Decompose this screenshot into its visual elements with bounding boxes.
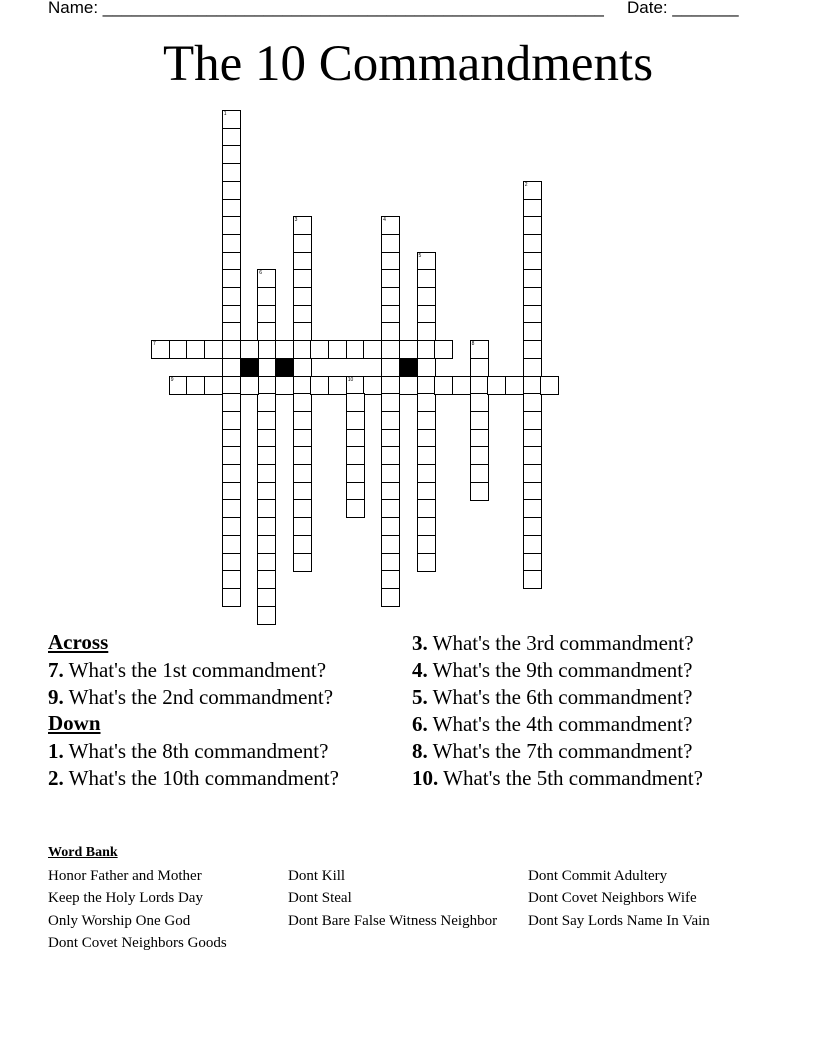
clue-down-6: 6. What's the 4th commandment?: [412, 711, 693, 736]
grid-cell[interactable]: [222, 269, 241, 288]
clue-number: 1: [223, 111, 227, 117]
grid-cell[interactable]: [417, 464, 436, 483]
grid-cell[interactable]: [222, 128, 241, 147]
grid-cell[interactable]: [222, 464, 241, 483]
grid-cell[interactable]: [523, 429, 542, 448]
grid-cell[interactable]: [240, 376, 259, 395]
grid-cell[interactable]: [381, 446, 400, 465]
grid-cell[interactable]: [417, 376, 436, 395]
grid-cell[interactable]: [222, 163, 241, 182]
grid-cell[interactable]: [293, 499, 312, 518]
grid-cell[interactable]: [381, 216, 400, 235]
grid-cell[interactable]: [293, 482, 312, 501]
grid-cell[interactable]: [434, 340, 453, 359]
blocked-cell: [275, 358, 294, 377]
grid-cell[interactable]: [381, 376, 400, 395]
grid-cell[interactable]: [346, 393, 365, 412]
grid-cell[interactable]: [222, 499, 241, 518]
clue-down-5: 5. What's the 6th commandment?: [412, 684, 693, 709]
grid-cell[interactable]: [240, 340, 259, 359]
grid-cell[interactable]: [222, 199, 241, 218]
clue-down-1: 1. What's the 8th commandment?: [48, 738, 329, 763]
clue-number: 6: [259, 270, 262, 277]
grid-cell[interactable]: [470, 340, 489, 359]
grid-cell[interactable]: [257, 358, 276, 377]
name-field[interactable]: Name: _____________________________________________________: [48, 0, 604, 17]
grid-cell[interactable]: [222, 429, 241, 448]
grid-cell[interactable]: [293, 376, 312, 395]
grid-cell[interactable]: [381, 287, 400, 306]
word-bank-item: Dont Say Lords Name In Vain: [528, 913, 710, 929]
grid-cell[interactable]: [470, 464, 489, 483]
grid-cell[interactable]: [186, 376, 205, 395]
grid-cell[interactable]: [222, 234, 241, 253]
grid-cell[interactable]: [470, 393, 489, 412]
grid-cell[interactable]: [523, 269, 542, 288]
grid-cell[interactable]: [222, 181, 241, 200]
grid-cell[interactable]: [346, 376, 365, 395]
word-bank-item: Dont Covet Neighbors Goods: [48, 935, 227, 951]
grid-cell[interactable]: [346, 482, 365, 501]
grid-cell[interactable]: [275, 340, 294, 359]
grid-cell[interactable]: [257, 588, 276, 607]
word-bank-item: Dont Commit Adultery: [528, 868, 668, 884]
grid-cell[interactable]: [257, 464, 276, 483]
word-bank-item: Dont Bare False Witness Neighbor: [288, 913, 498, 929]
grid-cell[interactable]: [523, 199, 542, 218]
grid-cell[interactable]: [434, 376, 453, 395]
grid-cell[interactable]: [381, 269, 400, 288]
word-bank-item: Dont Covet Neighbors Wife: [528, 890, 697, 906]
grid-cell[interactable]: [293, 287, 312, 306]
across-heading: Across: [48, 630, 109, 654]
grid-cell[interactable]: [222, 446, 241, 465]
grid-cell[interactable]: [523, 358, 542, 377]
grid-cell[interactable]: [257, 376, 276, 395]
grid-cell[interactable]: [222, 145, 241, 164]
grid-cell[interactable]: [222, 482, 241, 501]
grid-cell[interactable]: [257, 517, 276, 536]
grid-cell[interactable]: [381, 517, 400, 536]
word-bank-title: Word Bank: [48, 845, 118, 860]
grid-cell[interactable]: [523, 411, 542, 430]
grid-cell[interactable]: [363, 376, 382, 395]
grid-cell[interactable]: [523, 570, 542, 589]
grid-cell[interactable]: [381, 322, 400, 341]
grid-cell[interactable]: [257, 269, 276, 288]
clue-number: 8: [471, 341, 475, 348]
grid-cell[interactable]: [381, 252, 400, 271]
grid-cell[interactable]: [523, 322, 542, 341]
grid-cell[interactable]: [257, 287, 276, 306]
grid-cell[interactable]: [417, 340, 436, 359]
grid-cell[interactable]: [346, 340, 365, 359]
grid-cell[interactable]: [257, 570, 276, 589]
grid-cell[interactable]: [417, 252, 436, 271]
grid-cell[interactable]: [257, 446, 276, 465]
grid-cell[interactable]: [257, 429, 276, 448]
grid-cell[interactable]: [275, 376, 294, 395]
grid-cell[interactable]: [222, 570, 241, 589]
page-title: The 10 Commandments: [162, 36, 654, 92]
grid-cell[interactable]: [470, 429, 489, 448]
clue-down-8: 8. What's the 7th commandment?: [412, 738, 693, 763]
grid-cell[interactable]: [381, 482, 400, 501]
grid-cell[interactable]: [381, 358, 400, 377]
grid-cell[interactable]: [222, 287, 241, 306]
grid-cell[interactable]: [540, 376, 559, 395]
grid-cell[interactable]: [523, 499, 542, 518]
grid-cell[interactable]: [381, 570, 400, 589]
grid-cell[interactable]: [204, 376, 223, 395]
grid-cell[interactable]: [222, 411, 241, 430]
grid-cell[interactable]: [293, 252, 312, 271]
grid-cell[interactable]: [222, 517, 241, 536]
word-bank-item: Dont Steal: [288, 890, 352, 906]
grid-cell[interactable]: [381, 340, 400, 359]
grid-cell[interactable]: [523, 393, 542, 412]
clue-number: 2: [524, 181, 528, 188]
clue-down-3: 3. What's the 3rd commandment?: [412, 630, 694, 655]
grid-cell[interactable]: [257, 340, 276, 359]
grid-cell[interactable]: [186, 340, 205, 359]
grid-cell[interactable]: [346, 429, 365, 448]
grid-cell[interactable]: [381, 535, 400, 554]
grid-cell[interactable]: [417, 482, 436, 501]
grid-cell[interactable]: [417, 446, 436, 465]
grid-cell[interactable]: [293, 305, 312, 324]
grid-cell[interactable]: [417, 322, 436, 341]
grid-cell[interactable]: [523, 340, 542, 359]
grid-cell[interactable]: [293, 269, 312, 288]
grid-cell[interactable]: [257, 393, 276, 412]
grid-cell[interactable]: [257, 322, 276, 341]
grid-cell[interactable]: [523, 464, 542, 483]
grid-cell[interactable]: [257, 535, 276, 554]
grid-cell[interactable]: [222, 535, 241, 554]
grid-cell[interactable]: [257, 606, 276, 625]
down-heading: Down: [48, 711, 101, 735]
grid-cell[interactable]: [381, 429, 400, 448]
grid-cell[interactable]: [523, 287, 542, 306]
grid-cell[interactable]: [470, 358, 489, 377]
grid-cell[interactable]: [257, 482, 276, 501]
grid-cell[interactable]: [293, 535, 312, 554]
grid-cell[interactable]: [523, 216, 542, 235]
clue-number: 9: [170, 376, 174, 383]
word-bank-item: Keep the Holy Lords Day: [48, 890, 203, 906]
grid-cell[interactable]: [293, 517, 312, 536]
grid-cell[interactable]: [257, 305, 276, 324]
clue-across-7: 7. What's the 1st commandment?: [48, 657, 327, 682]
grid-cell[interactable]: [204, 340, 223, 359]
grid-cell[interactable]: [257, 499, 276, 518]
grid-cell[interactable]: [346, 411, 365, 430]
clue-down-10: 10. What's the 5th commandment?: [412, 765, 703, 790]
grid-cell[interactable]: [328, 340, 347, 359]
grid-cell[interactable]: [487, 376, 506, 395]
clues-left-column: [48, 629, 388, 791]
clue-number: 10: [347, 376, 354, 383]
grid-cell[interactable]: [523, 553, 542, 572]
grid-cell[interactable]: [293, 358, 312, 377]
blocked-cell: [399, 358, 418, 377]
grid-cell[interactable]: [222, 305, 241, 324]
grid-cell[interactable]: [293, 340, 312, 359]
grid-cell[interactable]: [470, 482, 489, 501]
grid-cell[interactable]: [523, 446, 542, 465]
grid-cell[interactable]: [293, 393, 312, 412]
grid-cell[interactable]: [470, 446, 489, 465]
grid-cell[interactable]: [257, 411, 276, 430]
grid-cell[interactable]: [417, 429, 436, 448]
grid-cell[interactable]: [363, 340, 382, 359]
grid-cell[interactable]: [417, 499, 436, 518]
word-bank-item: Only Worship One God: [48, 913, 191, 929]
grid-cell[interactable]: [417, 287, 436, 306]
blocked-cell: [240, 358, 259, 377]
clue-down-4: 4. What's the 9th commandment?: [412, 657, 693, 682]
grid-cell[interactable]: [381, 305, 400, 324]
grid-cell[interactable]: [381, 588, 400, 607]
grid-cell[interactable]: [222, 252, 241, 271]
grid-cell[interactable]: [222, 216, 241, 235]
grid-cell[interactable]: [328, 376, 347, 395]
word-bank-item: Honor Father and Mother: [48, 868, 202, 884]
grid-cell[interactable]: [151, 340, 170, 359]
date-field[interactable]: Date: _______: [627, 0, 739, 17]
grid-cell[interactable]: [417, 553, 436, 572]
grid-cell[interactable]: [293, 464, 312, 483]
grid-cell[interactable]: [381, 411, 400, 430]
grid-cell[interactable]: [346, 446, 365, 465]
grid-cell[interactable]: [381, 393, 400, 412]
grid-cell[interactable]: [417, 411, 436, 430]
grid-cell[interactable]: [169, 376, 188, 395]
word-bank-item: Dont Kill: [288, 868, 346, 884]
clue-down-2: 2. What's the 10th commandment?: [48, 765, 339, 790]
clue-number: 7: [153, 341, 156, 348]
grid-cell[interactable]: [257, 553, 276, 572]
grid-cell[interactable]: [222, 110, 241, 129]
grid-cell[interactable]: [523, 376, 542, 395]
grid-cell[interactable]: [346, 464, 365, 483]
grid-cell[interactable]: [470, 411, 489, 430]
grid-cell[interactable]: [523, 252, 542, 271]
grid-cell[interactable]: [222, 322, 241, 341]
grid-cell[interactable]: [417, 305, 436, 324]
grid-cell[interactable]: [222, 553, 241, 572]
grid-cell[interactable]: [417, 358, 436, 377]
grid-cell[interactable]: [222, 376, 241, 395]
grid-cell[interactable]: [222, 393, 241, 412]
grid-cell[interactable]: [381, 234, 400, 253]
grid-cell[interactable]: [310, 376, 329, 395]
grid-cell[interactable]: [417, 535, 436, 554]
grid-cell[interactable]: [417, 269, 436, 288]
grid-cell[interactable]: [399, 340, 418, 359]
grid-cell[interactable]: [523, 535, 542, 554]
grid-cell[interactable]: [523, 517, 542, 536]
grid-cell[interactable]: [222, 588, 241, 607]
grid-cell[interactable]: [293, 216, 312, 235]
grid-cell[interactable]: [293, 429, 312, 448]
clue-number: 3: [294, 217, 298, 224]
grid-cell[interactable]: [523, 482, 542, 501]
clue-number: 5: [418, 252, 422, 259]
grid-cell[interactable]: [293, 446, 312, 465]
down-clue-list-left: [48, 737, 388, 791]
grid-cell[interactable]: [470, 376, 489, 395]
grid-cell[interactable]: [169, 340, 188, 359]
grid-cell[interactable]: [417, 393, 436, 412]
clue-number: 4: [383, 217, 386, 224]
grid-cell[interactable]: [293, 553, 312, 572]
grid-cell[interactable]: [381, 553, 400, 572]
grid-cell[interactable]: [505, 376, 524, 395]
grid-cell[interactable]: [222, 358, 241, 377]
grid-cell[interactable]: [452, 376, 471, 395]
grid-cell[interactable]: [399, 376, 418, 395]
grid-cell[interactable]: [310, 340, 329, 359]
grid-cell[interactable]: [523, 305, 542, 324]
grid-cell[interactable]: [523, 181, 542, 200]
grid-cell[interactable]: [293, 411, 312, 430]
grid-cell[interactable]: [346, 499, 365, 518]
grid-cell[interactable]: [293, 234, 312, 253]
grid-cell[interactable]: [381, 499, 400, 518]
grid-cell[interactable]: [381, 464, 400, 483]
grid-cell[interactable]: [293, 322, 312, 341]
grid-cell[interactable]: [222, 340, 241, 359]
clues-right-column: [412, 629, 772, 791]
across-clue-list: [48, 656, 388, 710]
grid-cell[interactable]: [523, 234, 542, 253]
clue-across-9: 9. What's the 2nd commandment?: [48, 684, 334, 709]
grid-cell[interactable]: [417, 517, 436, 536]
